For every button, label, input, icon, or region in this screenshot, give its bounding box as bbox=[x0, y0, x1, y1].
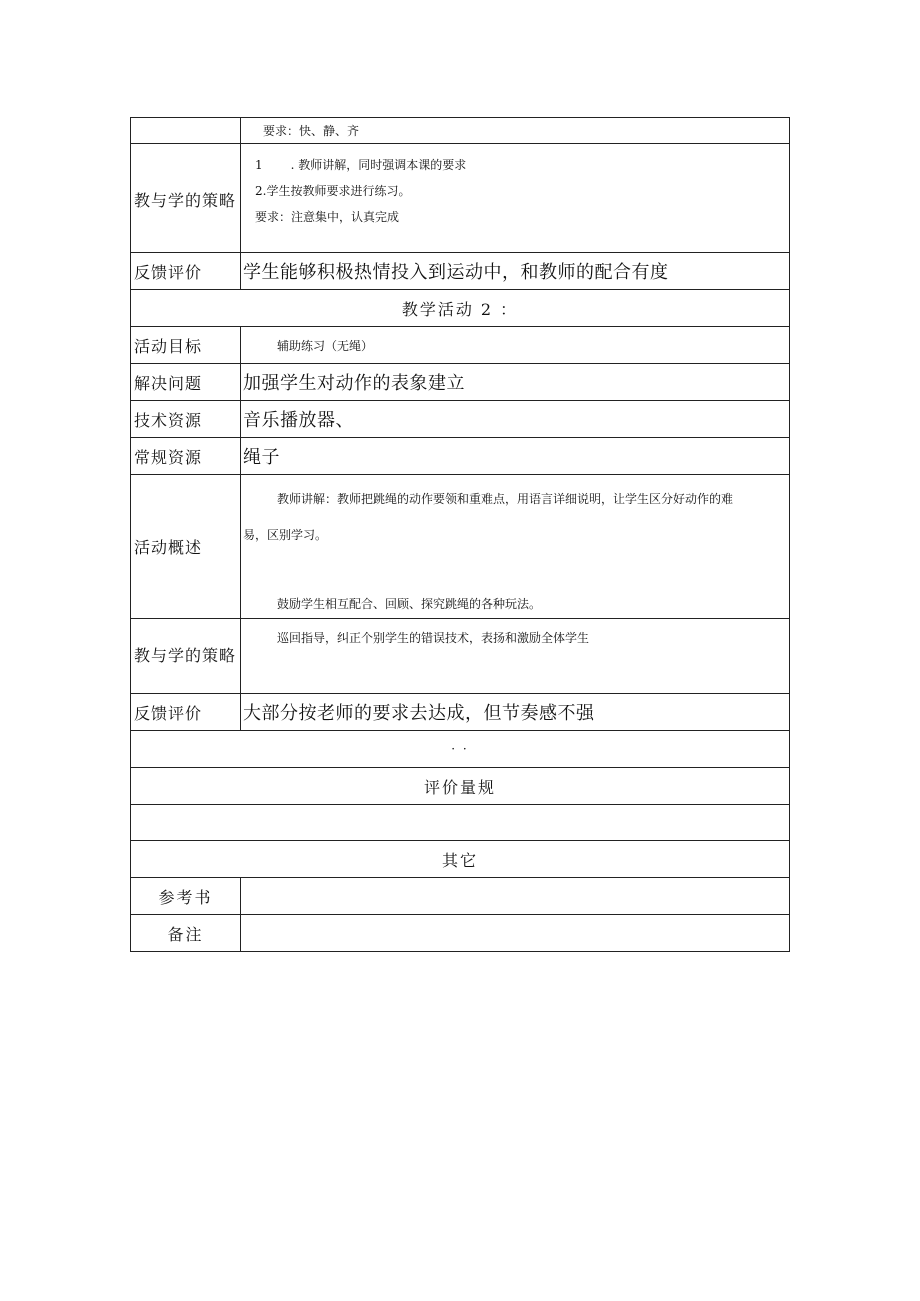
strategy-1-line-2: 2.学生按教师要求进行练习。 bbox=[255, 184, 411, 198]
remarks-value bbox=[241, 915, 790, 952]
empty-label-cell bbox=[131, 118, 241, 144]
tech-value: 音乐播放器、 bbox=[241, 401, 790, 438]
feedback-1-label: 反馈评价 bbox=[131, 253, 241, 290]
reference-label: 参考书 bbox=[131, 878, 241, 915]
other-header: 其它 bbox=[131, 841, 790, 878]
strategy-1-label: 教与学的策略 bbox=[131, 144, 241, 253]
row-goal bbox=[131, 327, 790, 364]
row-dots bbox=[131, 731, 790, 768]
feedback-2-label: 反馈评价 bbox=[131, 694, 241, 731]
feedback-2-value: 大部分按老师的要求去达成，但节奏感不强 bbox=[241, 694, 790, 731]
row-rubric-header bbox=[131, 768, 790, 805]
overview-label: 活动概述 bbox=[131, 475, 241, 619]
strategy-1-line-1-text: . 教师讲解，同时强调本课的要求 bbox=[290, 158, 467, 172]
activity-2-header: 教学活动 2 ： bbox=[131, 290, 790, 327]
row-remarks bbox=[131, 915, 790, 952]
top-requirement-text: 要求：快、静、齐 bbox=[241, 118, 790, 144]
row-tech bbox=[131, 401, 790, 438]
regular-label: 常规资源 bbox=[131, 438, 241, 475]
regular-value: 绳子 bbox=[241, 438, 790, 475]
remarks-label: 备注 bbox=[131, 915, 241, 952]
overview-content bbox=[241, 475, 790, 619]
row-feedback-1 bbox=[131, 253, 790, 290]
problem-value: 加强学生对动作的表象建立 bbox=[241, 364, 790, 401]
overview-para-1a: 教师讲解：教师把跳绳的动作要领和重难点，用语言详细说明，让学生区分好动作的难 bbox=[277, 492, 734, 506]
tech-label: 技术资源 bbox=[131, 401, 241, 438]
row-feedback-2 bbox=[131, 694, 790, 731]
strategy-2-label: 教与学的策略 bbox=[131, 619, 241, 694]
overview-para-1b: 易，区别学习。 bbox=[243, 528, 328, 542]
strategy-1-content bbox=[241, 144, 790, 253]
row-regular bbox=[131, 438, 790, 475]
feedback-1-value: 学生能够积极热情投入到运动中，和教师的配合有度 bbox=[241, 253, 790, 290]
goal-value: 辅助练习（无绳） bbox=[241, 327, 790, 364]
rubric-body bbox=[131, 805, 790, 841]
row-overview bbox=[131, 475, 790, 619]
strategy-1-num: 1 bbox=[255, 158, 263, 172]
row-strategy-1 bbox=[131, 144, 790, 253]
row-problem bbox=[131, 364, 790, 401]
strategy-1-line-1 bbox=[255, 152, 789, 178]
reference-value bbox=[241, 878, 790, 915]
overview-para-2: 鼓励学生相互配合、回顾、探究跳绳的各种玩法。 bbox=[277, 597, 542, 611]
lesson-plan-table bbox=[130, 117, 790, 952]
strategy-2-value: 巡回指导，纠正个别学生的错误技术，表扬和激励全体学生 bbox=[241, 619, 790, 694]
dots-separator: · · bbox=[131, 731, 790, 768]
strategy-1-line-3: 要求：注意集中，认真完成 bbox=[255, 210, 400, 224]
rubric-header: 评价量规 bbox=[131, 768, 790, 805]
row-activity-2-header bbox=[131, 290, 790, 327]
row-other-header bbox=[131, 841, 790, 878]
row-rubric-body bbox=[131, 805, 790, 841]
row-top-requirement bbox=[131, 118, 790, 144]
row-strategy-2 bbox=[131, 619, 790, 694]
row-reference bbox=[131, 878, 790, 915]
goal-label: 活动目标 bbox=[131, 327, 241, 364]
problem-label: 解决问题 bbox=[131, 364, 241, 401]
